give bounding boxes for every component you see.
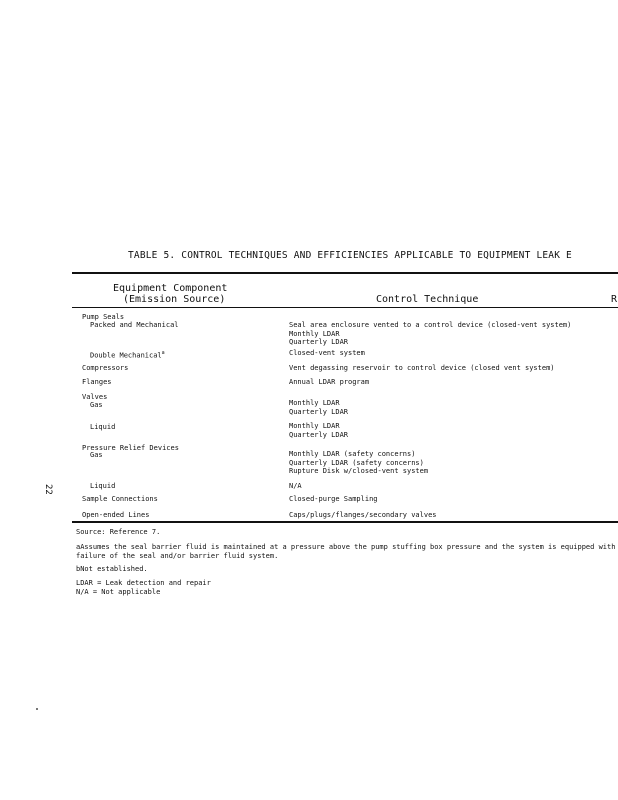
row-technique: Vent degassing reservoir to control device (closed vent system)	[289, 364, 555, 372]
row-component: Liquid	[90, 423, 116, 431]
scan-speck	[36, 708, 38, 710]
top-rule	[72, 272, 618, 274]
row-component: Sample Connections	[82, 495, 158, 503]
header-right-cut: R	[611, 294, 618, 305]
row-technique: Closed-vent system	[289, 349, 365, 357]
row-technique: Monthly LDAR	[289, 422, 340, 430]
footnote-b: bNot established.	[76, 565, 148, 573]
abbreviation-na: N/A = Not applicable	[76, 587, 161, 596]
row-technique: Monthly LDAR (safety concerns)	[289, 450, 416, 458]
footnote-a-line2: failure of the seal and/or barrier fluid system.	[76, 551, 279, 560]
row-component: Flanges	[82, 378, 112, 386]
row-component: Valves	[82, 393, 108, 401]
row-component: Double Mechanical$^a$	[90, 350, 165, 360]
row-technique: Quarterly LDAR	[289, 338, 349, 346]
row-component: Gas	[90, 451, 103, 459]
header-technique: Control Technique	[376, 294, 479, 305]
row-technique: Caps/plugs/flanges/secondary valves	[289, 511, 437, 519]
row-technique: Monthly LDAR	[289, 329, 340, 338]
header-component-line2: (Emission Source)	[123, 294, 226, 305]
row-technique: Closed-purge Sampling	[289, 495, 378, 503]
row-technique: Annual LDAR program	[289, 378, 370, 386]
header-component-line1: Equipment Component	[113, 283, 228, 294]
row-technique: Seal area enclosure vented to a control device (closed-vent system)	[289, 321, 572, 329]
row-technique: Quarterly LDAR	[289, 430, 349, 439]
bottom-rule	[72, 521, 618, 523]
footnote-marker: a	[161, 350, 165, 356]
abbreviation-ldar: LDAR = Leak detection and repair	[76, 579, 211, 587]
row-component: Open-ended Lines	[82, 511, 150, 519]
row-component: Pressure Relief Devices	[82, 444, 179, 452]
page-number: 22	[43, 484, 53, 495]
header-rule	[72, 307, 618, 308]
row-technique: Quarterly LDAR	[289, 407, 349, 416]
row-technique: Quarterly LDAR (safety concerns)	[289, 458, 424, 467]
row-component: Liquid	[90, 482, 116, 490]
row-technique: N/A	[289, 482, 302, 490]
row-component: Packed and Mechanical	[90, 321, 179, 329]
row-component: Compressors	[82, 364, 129, 372]
row-component: Pump Seals	[82, 313, 125, 321]
table-title: TABLE 5. CONTROL TECHNIQUES AND EFFICIENCIES APPLICABLE TO EQUIPMENT LEAK E	[128, 250, 572, 261]
footnote-a-line1: aAssumes the seal barrier fluid is maintained at a pressure above the pump stuffing box pressure and the system is equipped with	[76, 543, 616, 551]
row-component: Gas	[90, 401, 103, 409]
row-technique: Monthly LDAR	[289, 399, 340, 407]
source-note: Source: Reference 7.	[76, 528, 161, 536]
row-technique: Rupture Disk w/closed-vent system	[289, 467, 429, 475]
